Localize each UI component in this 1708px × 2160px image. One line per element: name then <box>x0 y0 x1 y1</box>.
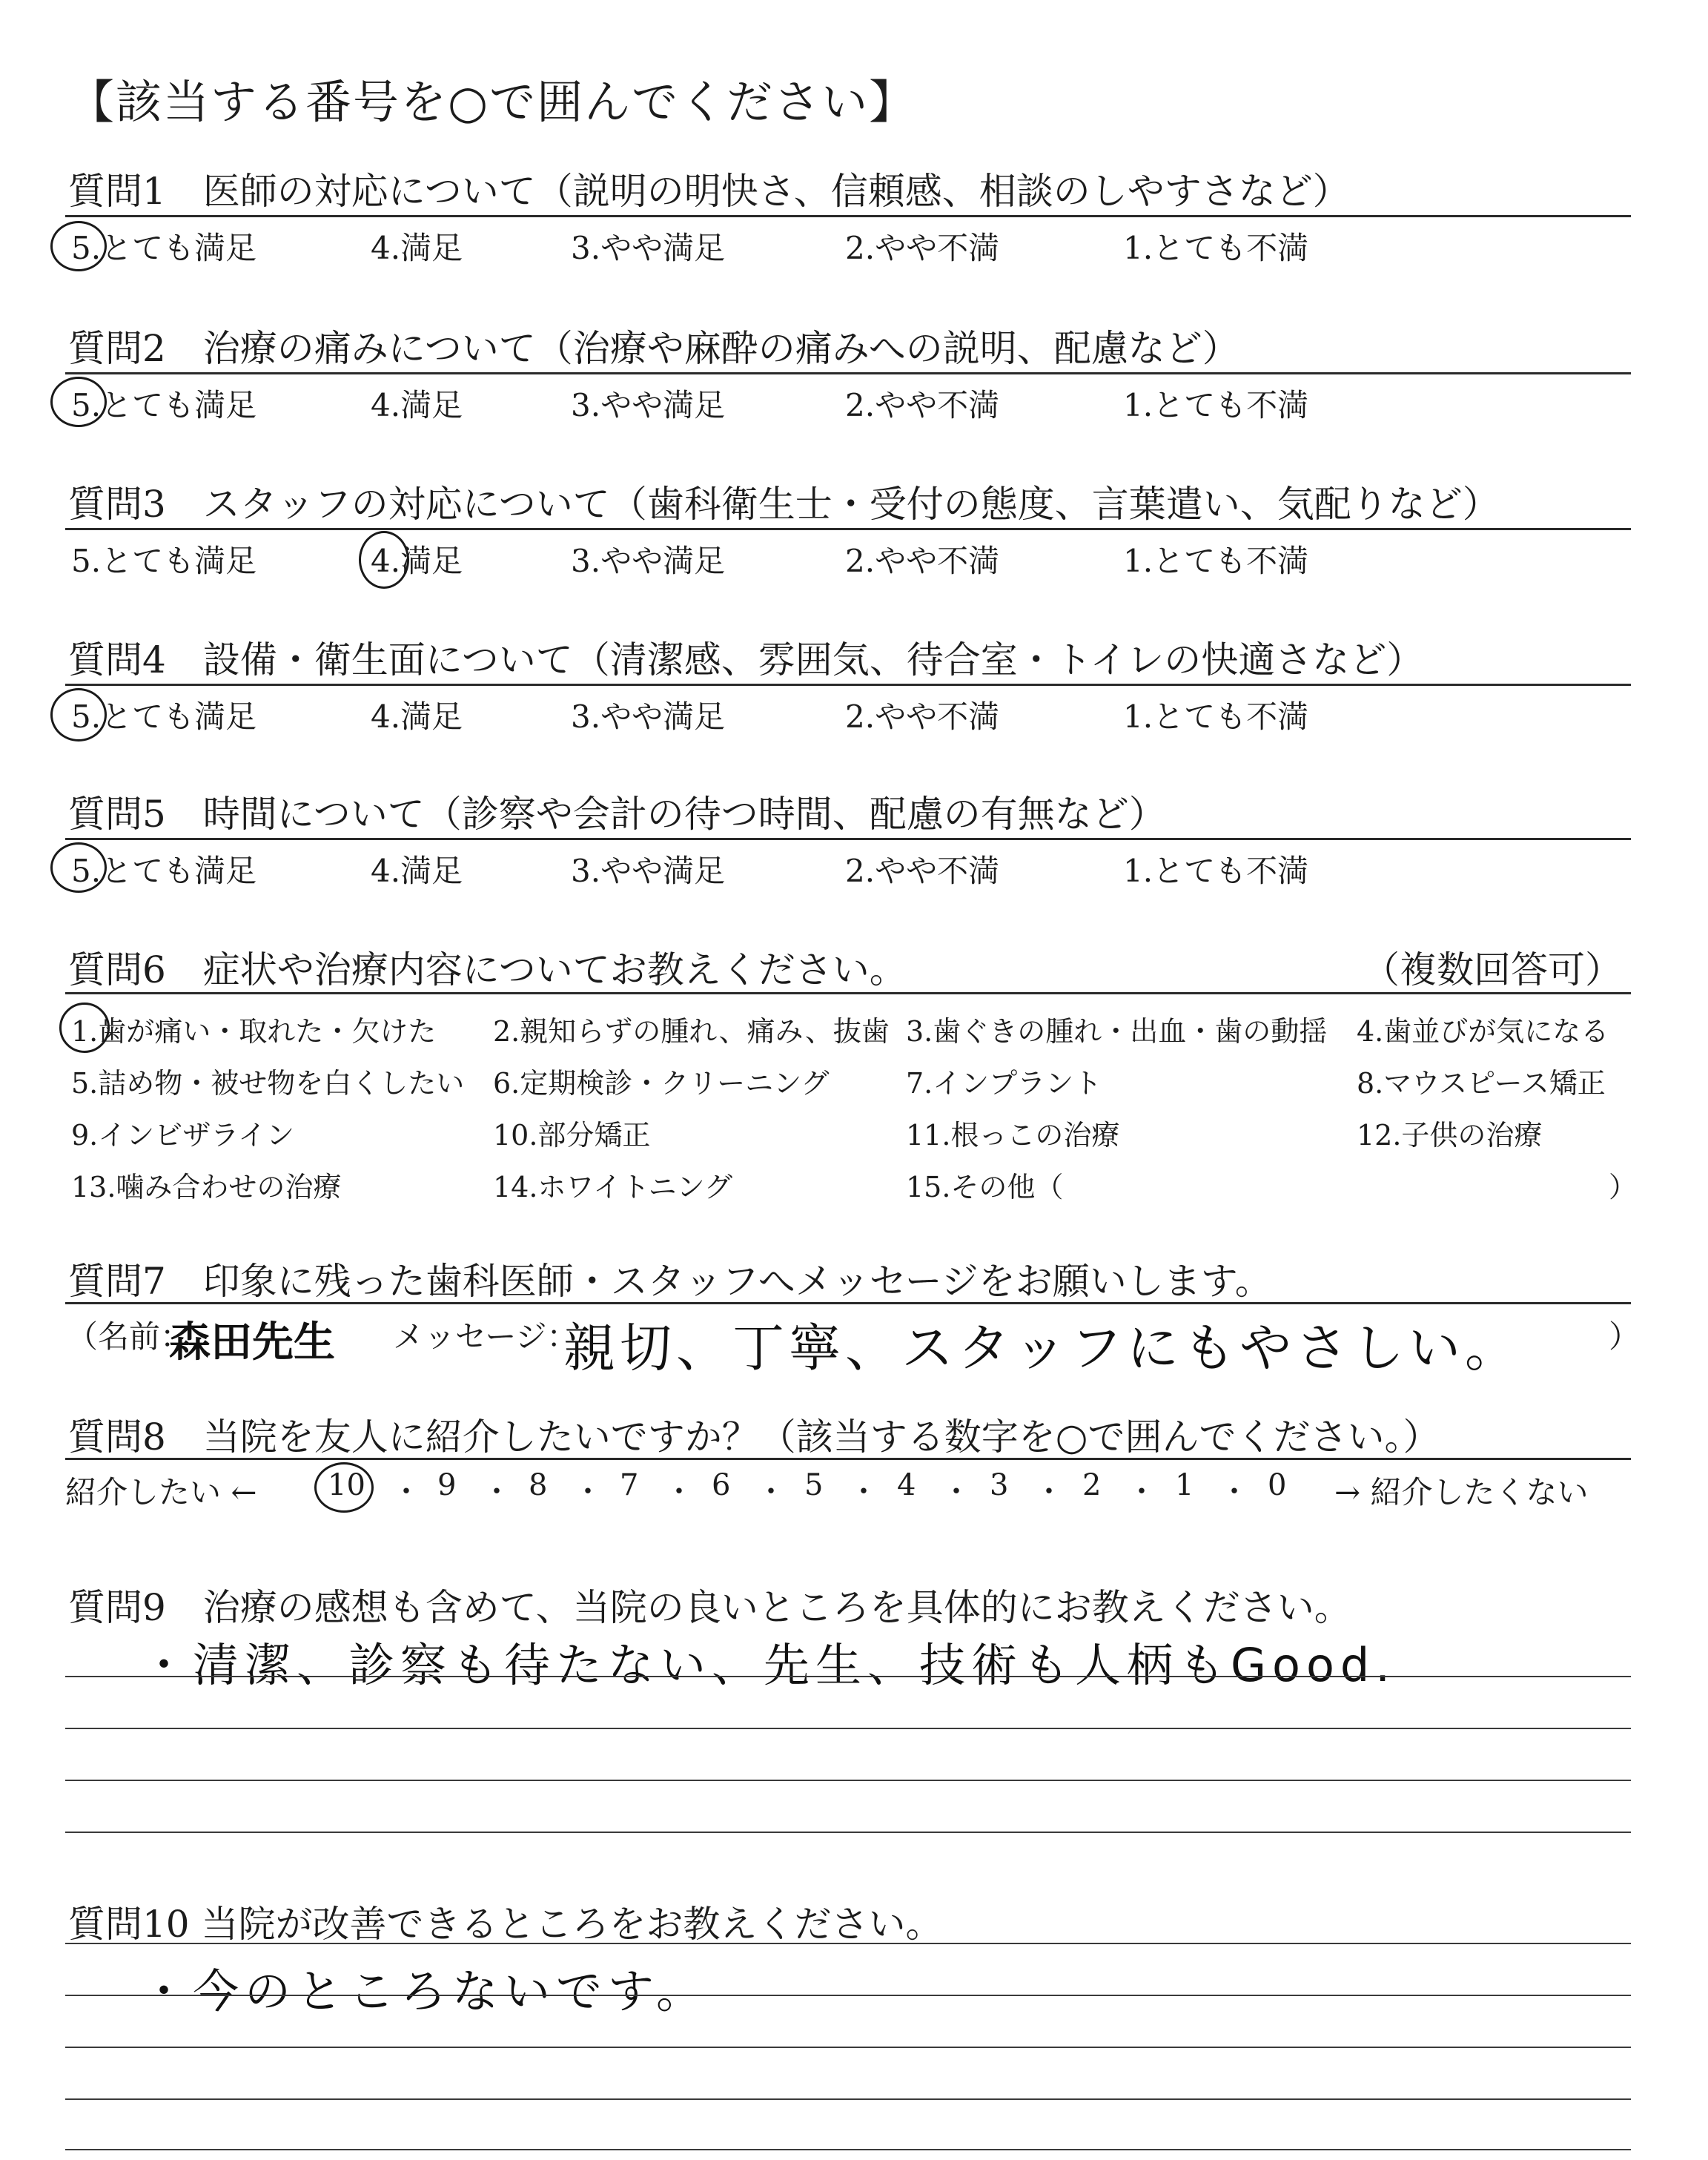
question-5-title: 質問5 時間について（診察や会計の待つ時間、配慮の有無など） <box>68 793 1166 836</box>
q1-option-5[interactable]: 5.とても満足 <box>71 230 257 266</box>
q8-dot: ・ <box>849 1475 878 1509</box>
q1-option-1[interactable]: 1.とても不満 <box>1123 230 1309 266</box>
q7-name-value[interactable]: 森田先生 <box>169 1318 335 1367</box>
q9-line-3 <box>65 1780 1631 1781</box>
q6-item-12[interactable]: 12.子供の治療 <box>1357 1119 1543 1152</box>
q10-line-4 <box>65 2098 1631 2100</box>
q8-score-3[interactable]: 3 <box>990 1468 1009 1502</box>
q6-item-6[interactable]: 6.定期検診・クリーニング <box>493 1067 830 1100</box>
question-3-rule <box>65 528 1631 530</box>
q4-option-3[interactable]: 3.やや満足 <box>571 698 726 735</box>
q1-selected-circle <box>50 221 107 271</box>
q8-dot: ・ <box>482 1475 512 1509</box>
q7-message-label: メッセージ： <box>393 1318 578 1355</box>
page-heading: 【該当する番号を○で囲んでください】 <box>68 75 917 129</box>
q6-item-15-close: ） <box>1609 1171 1638 1203</box>
q5-option-4[interactable]: 4.満足 <box>371 853 463 889</box>
q6-item-11[interactable]: 11.根っこの治療 <box>906 1119 1120 1152</box>
q6-item-9[interactable]: 9.インビザライン <box>71 1119 295 1152</box>
q6-item-15[interactable]: 15.その他（ <box>906 1171 1064 1203</box>
q8-dot: ・ <box>1219 1475 1249 1509</box>
q8-dot: ・ <box>573 1475 603 1509</box>
question-2-rule <box>65 372 1631 374</box>
q8-selected-circle <box>314 1462 374 1513</box>
q6-item-14[interactable]: 14.ホワイトニング <box>493 1171 733 1203</box>
q9-line-2 <box>65 1728 1631 1729</box>
q8-dot: ・ <box>1034 1475 1064 1509</box>
q3-option-3[interactable]: 3.やや満足 <box>571 543 726 579</box>
q6-item-8[interactable]: 8.マウスピース矯正 <box>1357 1067 1606 1100</box>
q1-option-4[interactable]: 4.満足 <box>371 230 463 266</box>
question-6-note: （複数回答可） <box>1363 948 1622 991</box>
q6-item-2[interactable]: 2.親知らずの腫れ、痛み、抜歯 <box>493 1015 890 1048</box>
q8-score-4[interactable]: 4 <box>897 1468 916 1502</box>
question-4-title: 質問4 設備・衛生面について（清潔感、雰囲気、待合室・トイレの快適さなど） <box>68 638 1424 681</box>
q7-name-label: （名前： <box>67 1318 192 1355</box>
q8-dot: ・ <box>756 1475 786 1509</box>
q4-option-2[interactable]: 2.やや不満 <box>845 698 1000 735</box>
q10-line-1 <box>65 1943 1631 1944</box>
q5-option-2[interactable]: 2.やや不満 <box>845 853 1000 889</box>
q8-dot: ・ <box>1127 1475 1156 1509</box>
q3-option-2[interactable]: 2.やや不満 <box>845 543 1000 579</box>
q8-dot: ・ <box>391 1475 421 1509</box>
question-7-rule <box>65 1302 1631 1304</box>
q5-selected-circle <box>50 842 107 893</box>
question-2-title: 質問2 治療の痛みについて（治療や麻酔の痛みへの説明、配慮など） <box>68 327 1239 370</box>
q7-message-value[interactable]: 親切、丁寧、スタッフにもやさしい。 <box>563 1318 1521 1378</box>
q8-score-5[interactable]: 5 <box>804 1468 824 1502</box>
q4-option-4[interactable]: 4.満足 <box>371 698 463 735</box>
q6-item-3[interactable]: 3.歯ぐきの腫れ・出血・歯の動揺 <box>906 1015 1328 1048</box>
question-8-rule <box>65 1458 1631 1460</box>
question-9-title: 質問9 治療の感想も含めて、当院の良いところを具体的にお教えください。 <box>68 1586 1351 1629</box>
q8-score-6[interactable]: 6 <box>712 1468 731 1502</box>
q4-option-1[interactable]: 1.とても不満 <box>1123 698 1309 735</box>
q3-option-5[interactable]: 5.とても満足 <box>71 543 257 579</box>
q10-line-5 <box>65 2149 1631 2150</box>
q8-left-label: 紹介したい ← <box>65 1474 257 1510</box>
q9-line-1 <box>65 1676 1631 1677</box>
q8-score-7[interactable]: 7 <box>620 1468 639 1502</box>
q8-dot: ・ <box>941 1475 971 1509</box>
q8-score-0[interactable]: 0 <box>1268 1468 1287 1502</box>
q6-item-5[interactable]: 5.詰め物・被せ物を白くしたい <box>71 1067 465 1100</box>
q1-option-3[interactable]: 3.やや満足 <box>571 230 726 266</box>
question-1-rule <box>65 215 1631 217</box>
q4-selected-circle <box>50 688 107 742</box>
q6-item-1[interactable]: 1.歯が痛い・取れた・欠けた <box>71 1015 437 1048</box>
q2-option-1[interactable]: 1.とても不満 <box>1123 387 1309 423</box>
q2-option-2[interactable]: 2.やや不満 <box>845 387 1000 423</box>
q3-selected-circle <box>359 531 409 589</box>
q6-selected-circle <box>59 1003 110 1053</box>
question-8-title: 質問8 当院を友人に紹介したいですか？（該当する数字を○で囲んでください。） <box>68 1416 1440 1459</box>
q6-item-10[interactable]: 10.部分矯正 <box>493 1119 651 1152</box>
q8-right-label: → 紹介したくない <box>1334 1474 1589 1510</box>
q9-line-4 <box>65 1832 1631 1833</box>
q10-line-2 <box>65 1995 1631 1996</box>
q2-option-4[interactable]: 4.満足 <box>371 387 463 423</box>
q5-option-3[interactable]: 3.やや満足 <box>571 853 726 889</box>
q10-answer[interactable]: ・今のところないです。 <box>141 1964 709 2018</box>
question-10-title: 質問10 当院が改善できるところをお教えください。 <box>68 1903 943 1946</box>
question-3-title: 質問3 スタッフの対応について（歯科衛生士・受付の態度、言葉遣い、気配りなど） <box>68 483 1500 526</box>
q2-option-3[interactable]: 3.やや満足 <box>571 387 726 423</box>
question-1-title: 質問1 医師の対応について（説明の明快さ、信頼感、相談のしやすさなど） <box>68 170 1350 213</box>
q9-answer[interactable]: ・清潔、診察も待たない、先生、技術も人柄もGood. <box>141 1638 1396 1692</box>
q8-score-9[interactable]: 9 <box>437 1468 457 1502</box>
q6-item-13[interactable]: 13.噛み合わせの治療 <box>71 1171 342 1203</box>
question-6-rule <box>65 992 1631 994</box>
q7-close-paren: ） <box>1609 1318 1641 1355</box>
q6-item-4[interactable]: 4.歯並びが気になる <box>1357 1015 1609 1048</box>
question-5-rule <box>65 838 1631 840</box>
q3-option-4[interactable]: 4.満足 <box>371 543 463 579</box>
q1-option-2[interactable]: 2.やや不満 <box>845 230 1000 266</box>
q8-dot: ・ <box>664 1475 694 1509</box>
q10-line-3 <box>65 2047 1631 2048</box>
q8-score-1[interactable]: 1 <box>1175 1468 1194 1502</box>
question-4-rule <box>65 684 1631 686</box>
q5-option-5[interactable]: 5.とても満足 <box>71 853 257 889</box>
q8-score-10[interactable]: 10 <box>328 1468 365 1502</box>
question-7-title: 質問7 印象に残った歯科医師・スタッフへメッセージをお願いします。 <box>68 1260 1272 1303</box>
question-6-title: 質問6 症状や治療内容についてお教えください。 <box>68 948 907 991</box>
q2-option-5[interactable]: 5.とても満足 <box>71 387 257 423</box>
q2-selected-circle <box>50 377 107 427</box>
q8-score-2[interactable]: 2 <box>1082 1468 1102 1502</box>
q3-option-1[interactable]: 1.とても不満 <box>1123 543 1309 579</box>
q4-option-5[interactable]: 5.とても満足 <box>71 698 257 735</box>
q5-option-1[interactable]: 1.とても不満 <box>1123 853 1309 889</box>
q8-score-8[interactable]: 8 <box>529 1468 548 1502</box>
q6-item-7[interactable]: 7.インプラント <box>906 1067 1102 1100</box>
